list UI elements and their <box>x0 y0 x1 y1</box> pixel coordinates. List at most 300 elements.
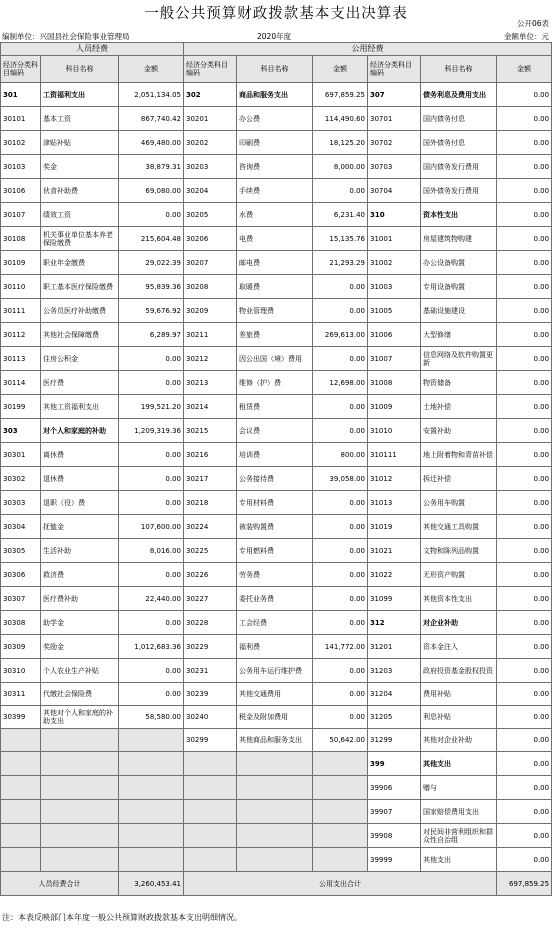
amount-cell: 215,604.48 <box>119 227 184 251</box>
amount-cell: 0.00 <box>313 419 368 443</box>
amount-cell: 800.00 <box>313 443 368 467</box>
name-cell <box>41 848 119 872</box>
amount-cell: 8,000.00 <box>313 155 368 179</box>
name-cell: 商品和服务支出 <box>237 83 313 107</box>
name-cell: 其他资本性支出 <box>421 587 497 611</box>
name-cell: 医疗费 <box>41 371 119 395</box>
name-cell <box>237 776 313 800</box>
code-cell <box>184 848 237 872</box>
amount-cell: 0.00 <box>119 347 184 371</box>
code-cell: 30215 <box>184 419 237 443</box>
table-row <box>1 275 552 299</box>
code-cell: 31003 <box>368 275 421 299</box>
code-cell: 30311 <box>1 683 41 706</box>
total-personnel-label: 人员经费合计 <box>1 872 119 896</box>
amount-cell: 0.00 <box>497 179 552 203</box>
name-cell: 公务员医疗补助缴费 <box>41 299 119 323</box>
amount-cell <box>313 776 368 800</box>
name-cell: 国家赔偿费用支出 <box>421 800 497 824</box>
code-cell: 30229 <box>184 635 237 659</box>
name-cell: 办公费 <box>237 107 313 131</box>
amount-cell: 0.00 <box>497 107 552 131</box>
code-cell: 30199 <box>1 395 41 419</box>
code-cell: 30108 <box>1 227 41 251</box>
report-title: 一般公共预算财政拨款基本支出决算表 <box>144 6 408 22</box>
code-cell: 30399 <box>1 706 41 729</box>
amount-cell <box>119 729 184 752</box>
amount-cell: 39,058.00 <box>313 467 368 491</box>
name-cell: 大型修缮 <box>421 323 497 347</box>
amount-cell: 6,289.97 <box>119 323 184 347</box>
amount-cell: 0.00 <box>313 683 368 706</box>
table-row <box>1 347 552 371</box>
name-cell: 委托业务费 <box>237 587 313 611</box>
amount-cell: 0.00 <box>313 563 368 587</box>
name-cell: 国外债务发行费用 <box>421 179 497 203</box>
name-cell: 津贴补贴 <box>41 131 119 155</box>
name-cell: 公务接待费 <box>237 467 313 491</box>
name-cell: 税金及附加费用 <box>237 706 313 729</box>
table-row <box>1 752 552 776</box>
name-cell: 绩效工资 <box>41 203 119 227</box>
table-row <box>1 491 552 515</box>
amount-cell: 199,521.20 <box>119 395 184 419</box>
name-cell <box>237 848 313 872</box>
name-cell: 职工基本医疗保险缴费 <box>41 275 119 299</box>
amount-cell: 15,135.76 <box>313 227 368 251</box>
code-cell: 30208 <box>184 275 237 299</box>
amount-cell: 0.00 <box>497 203 552 227</box>
name-cell: 其他支出 <box>421 752 497 776</box>
table-row <box>1 227 552 251</box>
name-cell: 对民间非营利组织和群众性自治组 <box>421 824 497 848</box>
table-row <box>1 467 552 491</box>
code-cell <box>1 848 41 872</box>
name-cell: 离休费 <box>41 443 119 467</box>
table-row <box>1 155 552 179</box>
code-cell: 30113 <box>1 347 41 371</box>
amount-cell: 0.00 <box>497 659 552 683</box>
name-cell: 其他商品和服务支出 <box>237 729 313 752</box>
amount-cell: 0.00 <box>313 587 368 611</box>
code-cell: 30213 <box>184 371 237 395</box>
name-cell: 专用设备购置 <box>421 275 497 299</box>
table-row <box>1 419 552 443</box>
col-header-code: 经济分类科目编码 <box>184 56 237 83</box>
table-row <box>1 515 552 539</box>
name-cell: 其他对企业补助 <box>421 729 497 752</box>
amount-cell: 0.00 <box>497 227 552 251</box>
col-header-code: 经济分类科目编码 <box>1 56 41 83</box>
name-cell: 工资福利支出 <box>41 83 119 107</box>
amount-cell: 18,125.20 <box>313 131 368 155</box>
amount-cell: 0.00 <box>497 800 552 824</box>
code-cell: 31005 <box>368 299 421 323</box>
code-cell: 39907 <box>368 800 421 824</box>
name-cell: 专用燃料费 <box>237 539 313 563</box>
code-cell: 30301 <box>1 443 41 467</box>
name-cell: 工会经费 <box>237 611 313 635</box>
name-cell: 培训费 <box>237 443 313 467</box>
report-year: 2020年度 <box>257 32 292 41</box>
name-cell: 物资储备 <box>421 371 497 395</box>
amount-cell: 0.00 <box>497 491 552 515</box>
name-cell: 生活补助 <box>41 539 119 563</box>
code-cell: 31205 <box>368 706 421 729</box>
amount-cell: 8,016.00 <box>119 539 184 563</box>
code-cell: 30308 <box>1 611 41 635</box>
amount-cell: 0.00 <box>497 539 552 563</box>
name-cell: 邮电费 <box>237 251 313 275</box>
code-cell: 30102 <box>1 131 41 155</box>
amount-cell: 0.00 <box>497 131 552 155</box>
name-cell: 助学金 <box>41 611 119 635</box>
name-cell: 咨询费 <box>237 155 313 179</box>
name-cell: 赠与 <box>421 776 497 800</box>
total-public-label: 公用支出合计 <box>184 872 497 896</box>
table-row <box>1 323 552 347</box>
amount-cell: 114,490.60 <box>313 107 368 131</box>
code-cell: 312 <box>368 611 421 635</box>
amount-cell: 0.00 <box>313 515 368 539</box>
col-header-amount: 金额 <box>497 56 552 83</box>
code-cell: 30226 <box>184 563 237 587</box>
name-cell: 土地补偿 <box>421 395 497 419</box>
name-cell <box>41 752 119 776</box>
name-cell: 国外债务付息 <box>421 131 497 155</box>
code-cell: 39906 <box>368 776 421 800</box>
code-cell: 30217 <box>184 467 237 491</box>
name-cell: 文物和陈列品购置 <box>421 539 497 563</box>
code-cell <box>184 752 237 776</box>
amount-cell: 12,698.00 <box>313 371 368 395</box>
table-row <box>1 539 552 563</box>
name-cell: 办公设备购置 <box>421 251 497 275</box>
compiling-unit: 编制单位：兴国县社会保险事业管理局 <box>2 32 130 41</box>
amount-cell: 0.00 <box>497 752 552 776</box>
amount-cell: 0.00 <box>497 395 552 419</box>
code-cell: 30111 <box>1 299 41 323</box>
total-public-value: 697,859.25 <box>497 872 552 896</box>
amount-cell: 0.00 <box>497 299 552 323</box>
name-cell <box>41 729 119 752</box>
group-header-row <box>1 43 552 56</box>
name-cell: 其他对个人和家庭的补助支出 <box>41 706 119 729</box>
amount-cell: 38,879.31 <box>119 155 184 179</box>
table-row <box>1 659 552 683</box>
code-cell: 39908 <box>368 824 421 848</box>
amount-cell: 0.00 <box>119 203 184 227</box>
name-cell: 无形资产购置 <box>421 563 497 587</box>
name-cell: 水费 <box>237 203 313 227</box>
amount-cell: 697,859.25 <box>313 83 368 107</box>
code-cell: 31099 <box>368 587 421 611</box>
amount-cell <box>313 824 368 848</box>
name-cell: 会议费 <box>237 419 313 443</box>
amount-cell: 0.00 <box>119 563 184 587</box>
amount-cell: 107,600.00 <box>119 515 184 539</box>
code-cell: 30205 <box>184 203 237 227</box>
name-cell: 住房公积金 <box>41 347 119 371</box>
amount-cell: 0.00 <box>119 443 184 467</box>
amount-cell: 0.00 <box>497 251 552 275</box>
column-header-row <box>1 56 552 83</box>
amount-cell: 0.00 <box>313 275 368 299</box>
code-cell: 30302 <box>1 467 41 491</box>
name-cell: 印刷费 <box>237 131 313 155</box>
code-cell: 31001 <box>368 227 421 251</box>
code-cell: 30304 <box>1 515 41 539</box>
amount-cell: 0.00 <box>497 563 552 587</box>
amount-cell: 0.00 <box>497 776 552 800</box>
amount-cell: 0.00 <box>313 706 368 729</box>
amount-cell: 0.00 <box>497 848 552 872</box>
code-cell: 303 <box>1 419 41 443</box>
amount-cell <box>313 752 368 776</box>
code-cell: 30204 <box>184 179 237 203</box>
code-cell: 30240 <box>184 706 237 729</box>
table-row <box>1 395 552 419</box>
name-cell: 国内债务发行费用 <box>421 155 497 179</box>
name-cell <box>237 752 313 776</box>
table-row <box>1 706 552 729</box>
amount-cell: 0.00 <box>497 515 552 539</box>
name-cell: 其他社会保障缴费 <box>41 323 119 347</box>
code-cell: 31019 <box>368 515 421 539</box>
code-cell: 30211 <box>184 323 237 347</box>
name-cell: 其他工资福利支出 <box>41 395 119 419</box>
name-cell: 其他交通工具购置 <box>421 515 497 539</box>
amount-cell: 0.00 <box>119 683 184 706</box>
col-header-amount: 金额 <box>119 56 184 83</box>
amount-cell: 0.00 <box>497 443 552 467</box>
code-cell: 30231 <box>184 659 237 683</box>
amount-cell: 0.00 <box>497 611 552 635</box>
col-header-code: 经济分类科目编码 <box>368 56 421 83</box>
code-cell: 30228 <box>184 611 237 635</box>
table-row <box>1 251 552 275</box>
code-cell: 30309 <box>1 635 41 659</box>
code-cell: 30702 <box>368 131 421 155</box>
code-cell: 301 <box>1 83 41 107</box>
amount-cell: 58,580.00 <box>119 706 184 729</box>
code-cell <box>1 729 41 752</box>
name-cell: 基础设施建设 <box>421 299 497 323</box>
amount-cell: 0.00 <box>497 467 552 491</box>
amount-cell: 0.00 <box>497 706 552 729</box>
name-cell: 机关事业单位基本养老保险缴费 <box>41 227 119 251</box>
table-row <box>1 848 552 872</box>
amount-cell: 0.00 <box>497 371 552 395</box>
code-cell: 30306 <box>1 563 41 587</box>
table-row <box>1 83 552 107</box>
col-header-name: 科目名称 <box>421 56 497 83</box>
amount-cell: 0.00 <box>497 83 552 107</box>
amount-cell: 0.00 <box>497 635 552 659</box>
total-personnel-value: 3,260,453.41 <box>119 872 184 896</box>
amount-cell: 59,676.92 <box>119 299 184 323</box>
amount-cell: 0.00 <box>497 155 552 179</box>
name-cell: 物业管理费 <box>237 299 313 323</box>
name-cell: 个人农业生产补贴 <box>41 659 119 683</box>
name-cell: 资本金注入 <box>421 635 497 659</box>
code-cell: 30305 <box>1 539 41 563</box>
code-cell <box>184 824 237 848</box>
amount-cell: 269,613.00 <box>313 323 368 347</box>
name-cell: 政府投资基金股权投资 <box>421 659 497 683</box>
name-cell: 对企业补助 <box>421 611 497 635</box>
code-cell: 399 <box>368 752 421 776</box>
amount-cell: 0.00 <box>313 179 368 203</box>
name-cell: 专用材料费 <box>237 491 313 515</box>
name-cell: 救济费 <box>41 563 119 587</box>
col-header-name: 科目名称 <box>237 56 313 83</box>
name-cell: 公务用车购置 <box>421 491 497 515</box>
code-cell: 31008 <box>368 371 421 395</box>
code-cell: 30207 <box>184 251 237 275</box>
code-cell: 30216 <box>184 443 237 467</box>
table-row <box>1 563 552 587</box>
amount-cell: 0.00 <box>313 299 368 323</box>
name-cell: 地上附着物和青苗补偿 <box>421 443 497 467</box>
amount-cell: 0.00 <box>119 659 184 683</box>
name-cell <box>237 800 313 824</box>
name-cell: 拆迁补偿 <box>421 467 497 491</box>
money-unit: 金额单位：元 <box>504 32 549 41</box>
name-cell <box>41 776 119 800</box>
code-cell: 30310 <box>1 659 41 683</box>
amount-cell: 867,740.42 <box>119 107 184 131</box>
table-row <box>1 203 552 227</box>
col-header-amount: 金额 <box>313 56 368 83</box>
code-cell: 30103 <box>1 155 41 179</box>
code-cell: 30701 <box>368 107 421 131</box>
code-cell: 302 <box>184 83 237 107</box>
name-cell <box>41 800 119 824</box>
amount-cell: 0.00 <box>313 491 368 515</box>
name-cell: 利息补贴 <box>421 706 497 729</box>
code-cell: 31013 <box>368 491 421 515</box>
code-cell: 31022 <box>368 563 421 587</box>
name-cell: 伙食补助费 <box>41 179 119 203</box>
code-cell: 30106 <box>1 179 41 203</box>
amount-cell: 0.00 <box>313 611 368 635</box>
code-cell: 30214 <box>184 395 237 419</box>
code-cell: 310111 <box>368 443 421 467</box>
name-cell: 信息网络及软件购置更新 <box>421 347 497 371</box>
code-cell: 30209 <box>184 299 237 323</box>
name-cell: 代缴社会保险费 <box>41 683 119 706</box>
code-cell: 30303 <box>1 491 41 515</box>
name-cell: 基本工资 <box>41 107 119 131</box>
code-cell: 31201 <box>368 635 421 659</box>
amount-cell: 1,209,319.36 <box>119 419 184 443</box>
group-public: 公用经费 <box>184 43 552 56</box>
code-cell: 31010 <box>368 419 421 443</box>
table-row <box>1 800 552 824</box>
code-cell: 307 <box>368 83 421 107</box>
code-cell: 31006 <box>368 323 421 347</box>
name-cell: 奖金 <box>41 155 119 179</box>
code-cell <box>1 800 41 824</box>
table-row <box>1 299 552 323</box>
name-cell: 退休费 <box>41 467 119 491</box>
name-cell <box>237 824 313 848</box>
amount-cell: 141,772.00 <box>313 635 368 659</box>
name-cell: 其他交通费用 <box>237 683 313 706</box>
code-cell: 39999 <box>368 848 421 872</box>
name-cell: 其他支出 <box>421 848 497 872</box>
amount-cell: 0.00 <box>119 611 184 635</box>
name-cell: 职业年金缴费 <box>41 251 119 275</box>
group-personnel: 人员经费 <box>1 43 184 56</box>
amount-cell: 0.00 <box>313 659 368 683</box>
code-cell: 30206 <box>184 227 237 251</box>
amount-cell: 0.00 <box>313 395 368 419</box>
code-cell <box>1 752 41 776</box>
name-cell: 因公出国（境）费用 <box>237 347 313 371</box>
name-cell: 手续费 <box>237 179 313 203</box>
amount-cell: 29,022.39 <box>119 251 184 275</box>
amount-cell: 0.00 <box>497 683 552 706</box>
amount-cell: 0.00 <box>313 539 368 563</box>
code-cell: 30110 <box>1 275 41 299</box>
amount-cell <box>119 776 184 800</box>
code-cell: 30227 <box>184 587 237 611</box>
amount-cell <box>119 848 184 872</box>
code-cell: 30202 <box>184 131 237 155</box>
table-row <box>1 683 552 706</box>
amount-cell: 0.00 <box>497 419 552 443</box>
col-header-name: 科目名称 <box>41 56 119 83</box>
code-cell: 30307 <box>1 587 41 611</box>
code-cell: 31009 <box>368 395 421 419</box>
amount-cell: 2,051,134.05 <box>119 83 184 107</box>
code-cell: 30704 <box>368 179 421 203</box>
name-cell: 医疗费补助 <box>41 587 119 611</box>
name-cell: 资本性支出 <box>421 203 497 227</box>
code-cell <box>184 800 237 824</box>
code-cell: 310 <box>368 203 421 227</box>
amount-cell: 0.00 <box>497 587 552 611</box>
code-cell: 30218 <box>184 491 237 515</box>
footnote: 注：本表反映部门本年度一般公共预算财政拨款基本支出明细情况。 <box>2 913 242 922</box>
amount-cell: 6,231.40 <box>313 203 368 227</box>
amount-cell: 22,440.00 <box>119 587 184 611</box>
name-cell: 公务用车运行维护费 <box>237 659 313 683</box>
name-cell <box>41 824 119 848</box>
code-cell: 30109 <box>1 251 41 275</box>
name-cell: 被装购置费 <box>237 515 313 539</box>
amount-cell: 0.00 <box>119 371 184 395</box>
name-cell: 租赁费 <box>237 395 313 419</box>
code-cell: 30703 <box>368 155 421 179</box>
code-cell: 30224 <box>184 515 237 539</box>
amount-cell: 69,080.00 <box>119 179 184 203</box>
amount-cell: 0.00 <box>119 491 184 515</box>
code-cell: 31203 <box>368 659 421 683</box>
name-cell: 差旅费 <box>237 323 313 347</box>
table-row <box>1 824 552 848</box>
amount-cell <box>119 752 184 776</box>
code-cell: 30212 <box>184 347 237 371</box>
table-row <box>1 611 552 635</box>
code-cell: 30299 <box>184 729 237 752</box>
amount-cell: 0.00 <box>497 729 552 752</box>
amount-cell: 0.00 <box>313 347 368 371</box>
code-cell: 30203 <box>184 155 237 179</box>
table-row <box>1 729 552 752</box>
